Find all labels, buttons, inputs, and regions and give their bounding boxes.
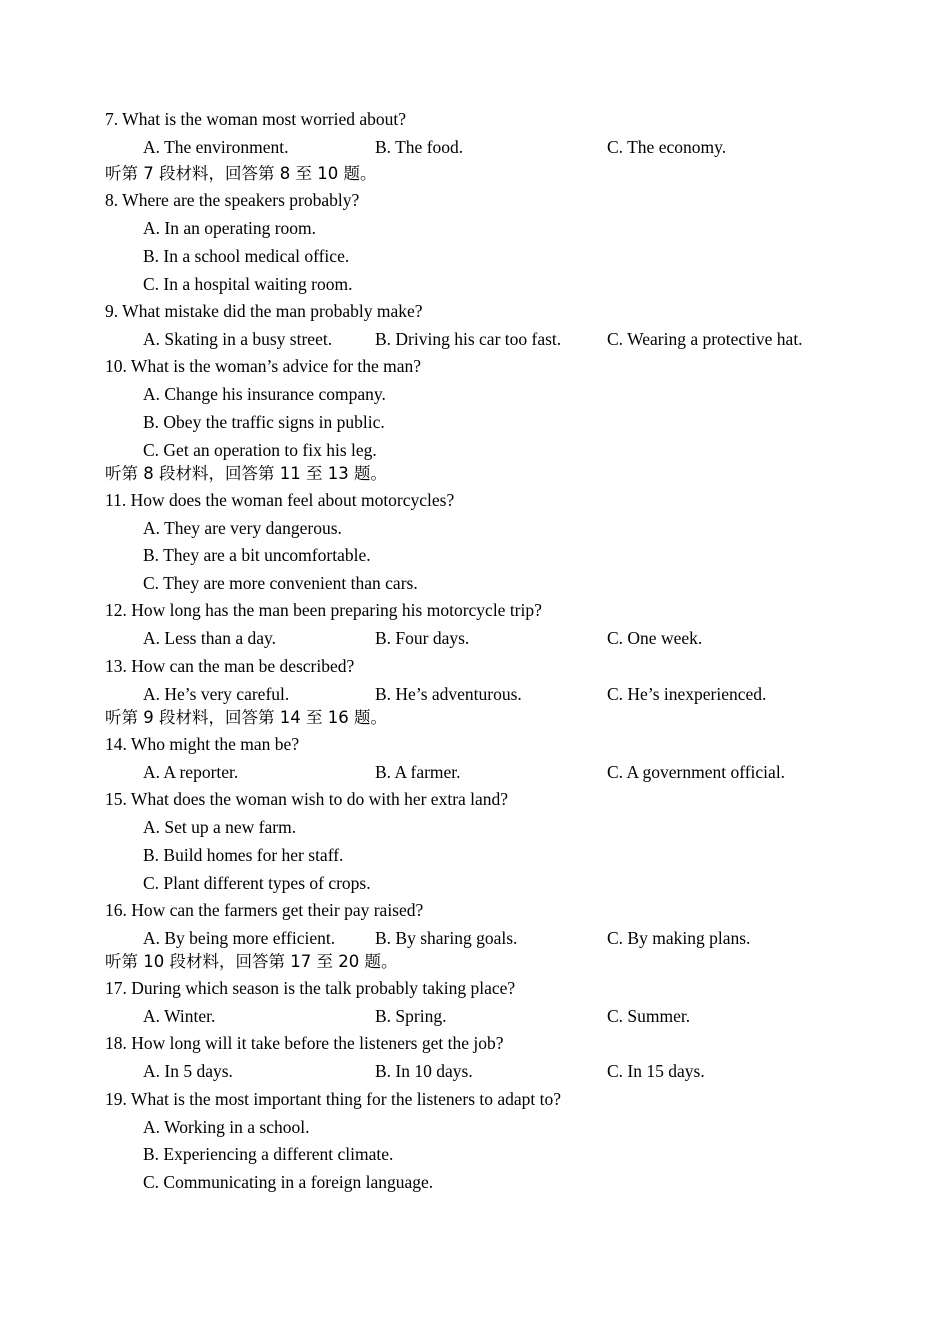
answer-option-b: B. Four days. <box>375 628 470 648</box>
answer-option: C. They are more convenient than cars. <box>143 573 418 593</box>
answer-option-a: A. He’s very careful. <box>143 684 290 704</box>
answer-option-a: A. Winter. <box>143 1006 216 1026</box>
question-text: 10. What is the woman’s advice for the man? <box>105 356 422 376</box>
question-text: 16. How can the farmers get their pay raised? <box>105 900 424 920</box>
answer-option: C. Get an operation to fix his leg. <box>143 440 377 460</box>
section-instruction: 听第 8 段材料，回答第 11 至 13 题。 <box>105 464 387 483</box>
question-text: 15. What does the woman wish to do with her extra land? <box>105 789 509 809</box>
answer-option: A. They are very dangerous. <box>143 518 342 538</box>
answer-option-b: B. A farmer. <box>375 762 461 782</box>
section-instruction: 听第 10 段材料，回答第 17 至 20 题。 <box>105 952 398 971</box>
answer-option-b: B. The food. <box>375 137 464 157</box>
answer-option-b: B. Spring. <box>375 1006 447 1026</box>
answer-option: A. In an operating room. <box>143 218 317 238</box>
answer-option: C. In a hospital waiting room. <box>143 274 353 294</box>
answer-option-b: B. Driving his car too fast. <box>375 329 562 349</box>
answer-option-b: B. He’s adventurous. <box>375 684 522 704</box>
question-text: 12. How long has the man been preparing his motorcycle trip? <box>105 600 542 620</box>
answer-option-c: C. By making plans. <box>607 928 751 948</box>
answer-option-a: A. Skating in a busy street. <box>143 329 333 349</box>
question-text: 19. What is the most important thing for the listeners to adapt to? <box>105 1089 562 1109</box>
answer-option-a: A. A reporter. <box>143 762 239 782</box>
answer-option-a: A. By being more efficient. <box>143 928 336 948</box>
answer-option-c: C. One week. <box>607 628 703 648</box>
answer-option: A. Set up a new farm. <box>143 817 297 837</box>
answer-option: B. Experiencing a different climate. <box>143 1144 394 1164</box>
question-text: 13. How can the man be described? <box>105 656 355 676</box>
answer-option-a: A. The environment. <box>143 137 289 157</box>
answer-option-c: C. The economy. <box>607 137 727 157</box>
question-text: 17. During which season is the talk probably taking place? <box>105 978 516 998</box>
answer-option-c: C. Summer. <box>607 1006 691 1026</box>
answer-option-c: C. In 15 days. <box>607 1061 705 1081</box>
question-text: 14. Who might the man be? <box>105 734 300 754</box>
question-text: 18. How long will it take before the listeners get the job? <box>105 1033 504 1053</box>
answer-option: A. Change his insurance company. <box>143 384 386 404</box>
question-text: 7. What is the woman most worried about? <box>105 109 407 129</box>
answer-option-b: B. By sharing goals. <box>375 928 518 948</box>
answer-option-c: C. He’s inexperienced. <box>607 684 767 704</box>
answer-option: C. Plant different types of crops. <box>143 873 371 893</box>
answer-option-a: A. Less than a day. <box>143 628 276 648</box>
answer-option: C. Communicating in a foreign language. <box>143 1172 434 1192</box>
question-text: 11. How does the woman feel about motorcycles? <box>105 490 455 510</box>
answer-option: B. In a school medical office. <box>143 246 350 266</box>
answer-option-c: C. Wearing a protective hat. <box>607 329 803 349</box>
answer-option: A. Working in a school. <box>143 1117 310 1137</box>
question-text: 8. Where are the speakers probably? <box>105 190 360 210</box>
answer-option-c: C. A government official. <box>607 762 786 782</box>
question-text: 9. What mistake did the man probably make? <box>105 301 423 321</box>
section-instruction: 听第 9 段材料，回答第 14 至 16 题。 <box>105 708 387 727</box>
answer-option: B. Obey the traffic signs in public. <box>143 412 385 432</box>
answer-option: B. Build homes for her staff. <box>143 845 344 865</box>
answer-option-a: A. In 5 days. <box>143 1061 233 1081</box>
answer-option-b: B. In 10 days. <box>375 1061 473 1081</box>
section-instruction: 听第 7 段材料，回答第 8 至 10 题。 <box>105 164 377 183</box>
answer-option: B. They are a bit uncomfortable. <box>143 545 371 565</box>
